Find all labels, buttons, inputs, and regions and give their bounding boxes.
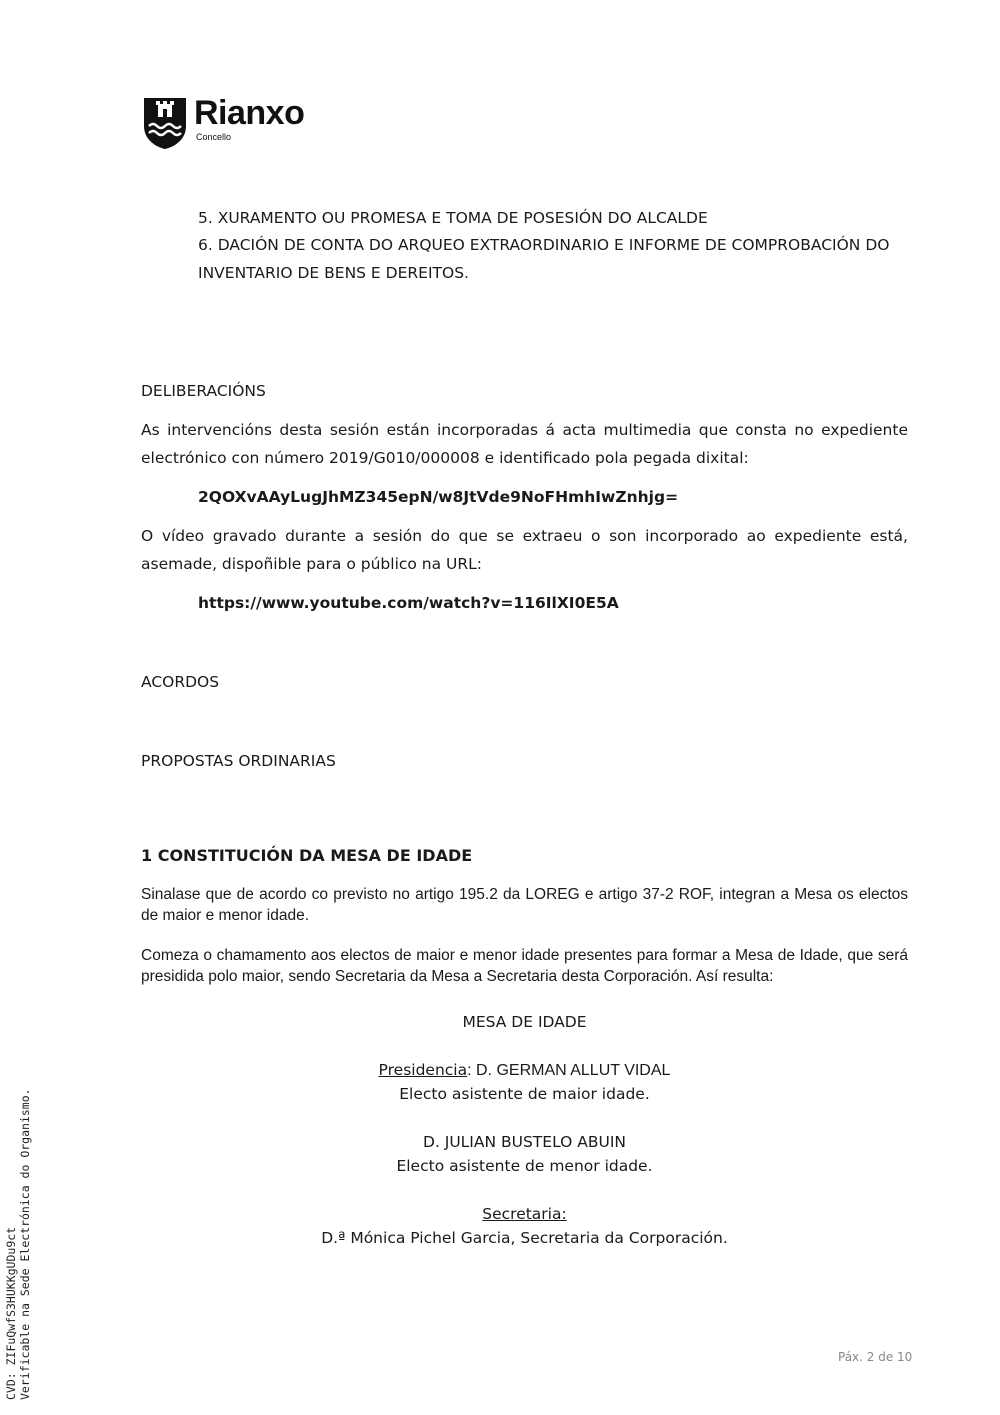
member-role: Electo asistente de menor idade. bbox=[396, 1157, 653, 1175]
agenda-item-6-line1: 6. DACIÓN DE CONTA DO ARQUEO EXTRAORDINARIO E INFORME DE COMPROBACIÓN DO bbox=[198, 236, 890, 254]
concello-logo bbox=[142, 96, 342, 152]
acordos-heading: ACORDOS bbox=[141, 673, 220, 691]
secretaria-label-line bbox=[141, 1202, 908, 1226]
secretaria-label: Secretaria: bbox=[482, 1205, 567, 1223]
secretaria-name: D.ª Mónica Pichel Garcia, Secretaria da Corporación. bbox=[321, 1229, 728, 1247]
logo-wordmark: Rianxo bbox=[194, 94, 305, 132]
logo-subtitle: Concello bbox=[196, 132, 232, 142]
item1-title: 1 CONSTITUCIÓN DA MESA DE IDADE bbox=[141, 846, 473, 865]
presidencia-label: Presidencia bbox=[378, 1061, 468, 1079]
agenda-item-6-line2: INVENTARIO DE BENS E DEREITOS. bbox=[198, 264, 469, 282]
mesa-title: MESA DE IDADE bbox=[462, 1013, 587, 1031]
presidencia-role: Electo asistente de maior idade. bbox=[399, 1085, 650, 1103]
cvd-code: CVD: ZIFuQwfS3HUKKgUDu9ct bbox=[4, 1226, 18, 1400]
coat-of-arms-icon bbox=[142, 96, 188, 150]
item1-paragraph-1: Sinalase que de acordo co previsto no artigo 195.2 da LOREG e artigo 37-2 ROF, integran a Mesa os electos de maior e menor idade. bbox=[141, 886, 908, 924]
member-name: D. JULIAN BUSTELO ABUIN bbox=[422, 1133, 627, 1151]
page-number: Páx. 2 de 10 bbox=[838, 1350, 913, 1364]
deliberations-paragraph: As intervencións desta sesión están incorporadas á acta multimedia que consta no expediente electrónico con número 2019/G010/000008 e identificado pola pegada dixital: bbox=[141, 421, 908, 467]
verification-sidebar bbox=[4, 1088, 32, 1400]
video-url-link[interactable]: https://www.youtube.com/watch?v=116IlXI0E5A bbox=[198, 594, 619, 612]
item1-paragraph-2: Comeza o chamamento aos electos de maior e menor idade presentes para formar a Mesa de Idade, que será presidida polo maior, sendo Secretaria da Mesa a Secretaria desta Corporación. Así resulta: bbox=[141, 947, 908, 985]
digital-fingerprint: 2QOXvAAyLugJhMZ345epN/w8JtVde9NoFHmhIwZnhjg= bbox=[198, 488, 679, 506]
verify-note: Verificable na Sede Electrónica do Organismo. bbox=[18, 1088, 32, 1400]
video-paragraph: O vídeo gravado durante a sesión do que se extraeu o son incorporado ao expediente está, asemade, dispoñible para o público na URL: bbox=[141, 527, 908, 573]
presidencia-line bbox=[141, 1058, 908, 1083]
agenda-item-5: 5. XURAMENTO OU PROMESA E TOMA DE POSESIÓN DO ALCALDE bbox=[198, 209, 708, 227]
presidencia-name: : D. GERMAN ALLUT VIDAL bbox=[467, 1062, 671, 1079]
deliberations-heading: DELIBERACIÓNS bbox=[141, 382, 266, 400]
propostas-heading: PROPOSTAS ORDINARIAS bbox=[141, 752, 336, 770]
